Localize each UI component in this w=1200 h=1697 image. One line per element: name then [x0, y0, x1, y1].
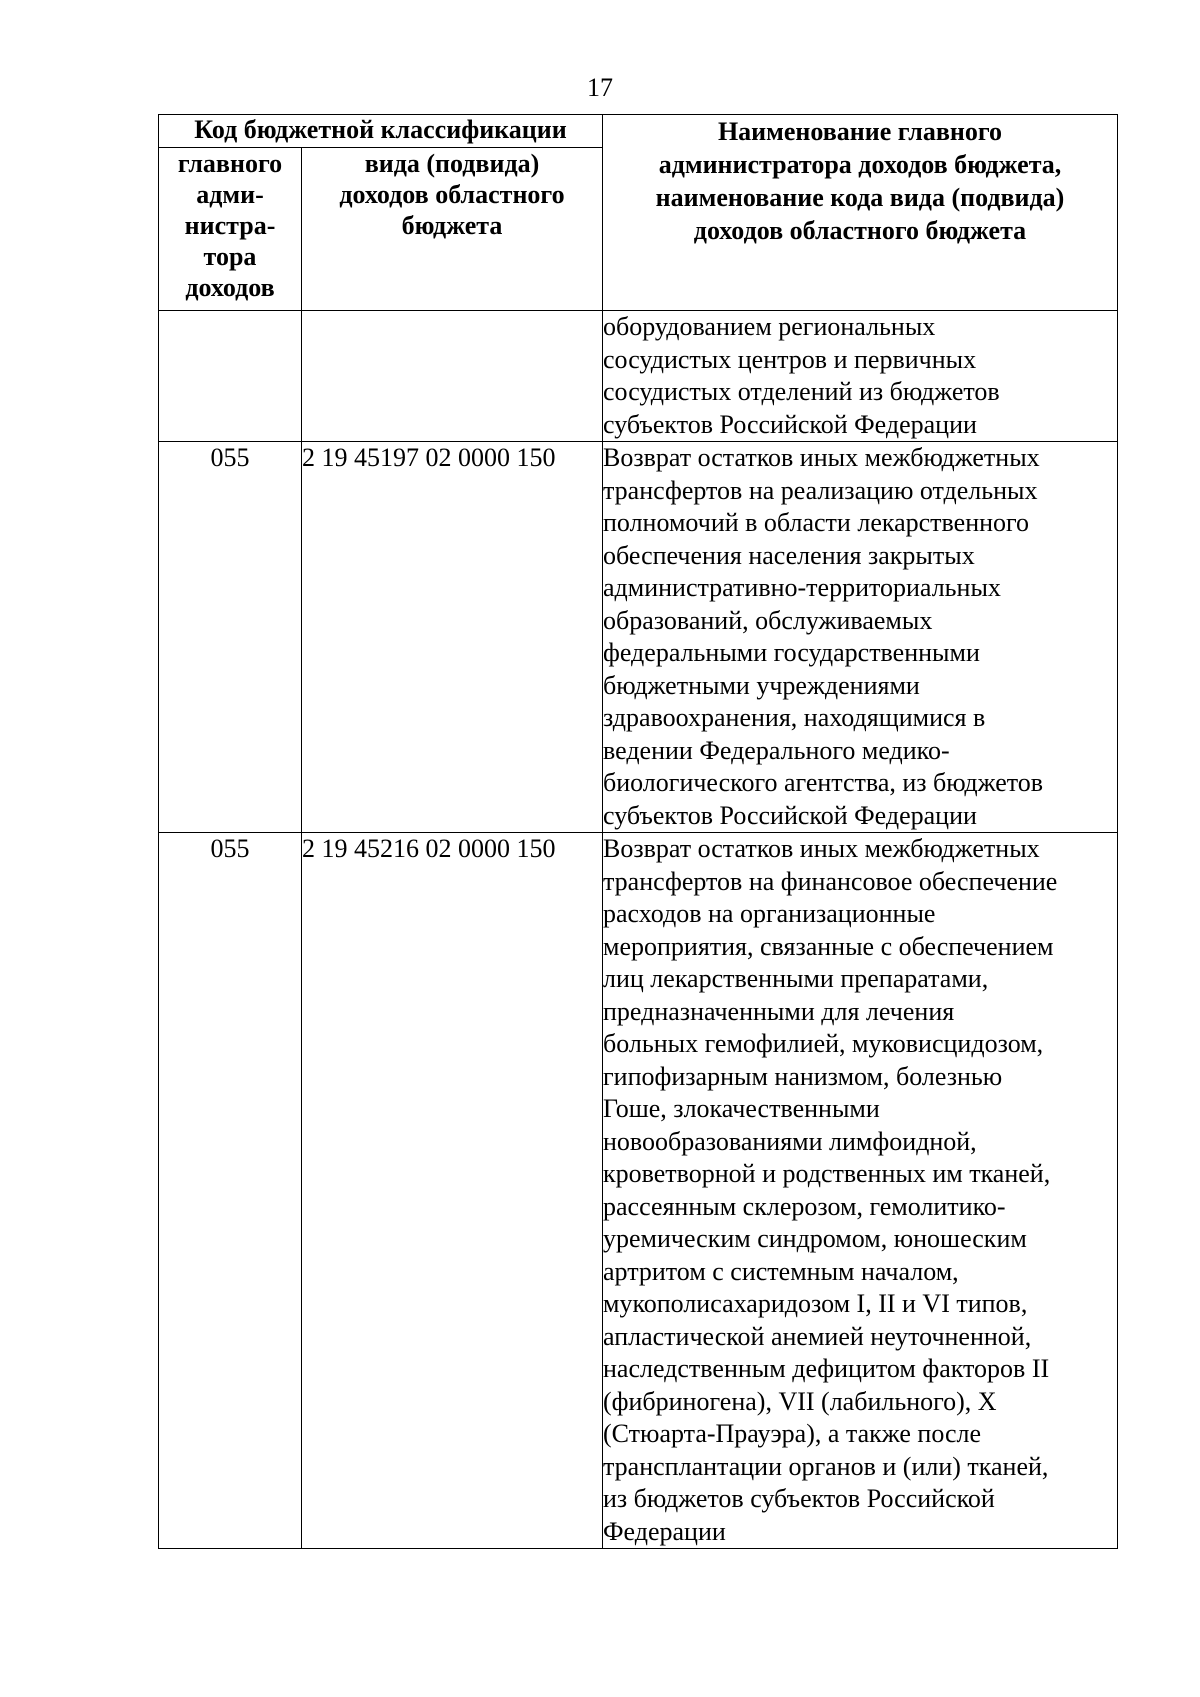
admin-code-cell: 055	[159, 833, 302, 1549]
header-type-line: вида (подвида)	[364, 149, 540, 178]
income-name-line: (Стюарта-Прауэра), а также после	[603, 1419, 982, 1448]
table-row	[159, 833, 1118, 1549]
table-body	[159, 311, 1118, 1549]
admin-code-cell: 055	[159, 442, 302, 833]
header-type-line: доходов областного	[339, 180, 565, 209]
income-name-line: административно-территориальных	[603, 573, 1001, 602]
income-name-line: субъектов Российской Федерации	[603, 409, 977, 439]
income-name-line: сосудистых центров и первичных	[603, 344, 977, 374]
income-name-line: Гоше, злокачественными	[603, 1094, 880, 1123]
header-admin-line: тора	[203, 242, 257, 271]
income-name-line: Возврат остатков иных межбюджетных	[603, 443, 1040, 472]
income-name-line: апластической анемией неуточненной,	[603, 1321, 1032, 1351]
income-name-line: гипофизарным нанизмом, болезнью	[603, 1061, 1003, 1091]
income-name-cell	[603, 311, 1118, 442]
income-name-line: артритом с системным началом,	[603, 1256, 959, 1286]
income-type-code-cell	[302, 311, 603, 442]
income-type-code-cell: 2 19 45216 02 0000 150	[302, 833, 603, 1549]
income-name-line: бюджетными учреждениями	[603, 670, 920, 700]
income-name-line: больных гемофилией, муковисцидозом,	[603, 1029, 1044, 1058]
income-name-line: ведении Федерального медико-	[603, 735, 950, 765]
income-name-line: образований, обслуживаемых	[603, 605, 933, 635]
header-name-line: доходов областного бюджета	[693, 216, 1027, 245]
header-type-column	[302, 148, 603, 311]
income-name-line: субъектов Российской Федерации	[603, 800, 977, 830]
income-name-line: наследственным дефицитом факторов II	[603, 1354, 1050, 1383]
income-name-line: из бюджетов субъектов Российской	[603, 1484, 995, 1513]
header-code-group: Код бюджетной классификации	[159, 115, 603, 148]
budget-classification-table	[158, 114, 1118, 1549]
income-name-line: уремическим синдромом, юношеским	[603, 1224, 1027, 1253]
header-admin-line: доходов	[185, 273, 275, 302]
income-name-line: мероприятия, связанные с обеспечением	[603, 931, 1054, 961]
income-name-line: оборудованием региональных	[603, 312, 936, 341]
income-name-line: предназначенными для лечения	[603, 996, 955, 1026]
income-name-line: новообразованиями лимфоидной,	[603, 1126, 977, 1156]
income-name-line: трансплантации органов и (или) тканей,	[603, 1451, 1049, 1481]
table-row	[159, 442, 1118, 833]
header-name-column	[603, 115, 1118, 311]
income-name-line: трансфертов на реализацию отдельных	[603, 475, 1038, 505]
table-row	[159, 311, 1118, 442]
income-name-line: федеральными государственными	[603, 638, 980, 667]
income-name-line: обеспечения населения закрытых	[603, 540, 975, 570]
income-name-line: Возврат остатков иных межбюджетных	[603, 834, 1040, 863]
income-name-line: мукополисахаридозом I, II и VI типов,	[603, 1289, 1028, 1318]
income-type-code-cell: 2 19 45197 02 0000 150	[302, 442, 603, 833]
header-type-line: бюджета	[401, 211, 503, 240]
header-admin-column	[159, 148, 302, 311]
income-name-line: полномочий в области лекарственного	[603, 508, 1030, 537]
header-admin-line: адми-	[196, 180, 264, 209]
income-name-line: расходов на организационные	[603, 899, 936, 928]
income-name-cell	[603, 442, 1118, 833]
income-name-line: биологического агентства, из бюджетов	[603, 768, 1044, 797]
header-name-line: Наименование главного	[717, 117, 1003, 146]
income-name-line: трансфертов на финансовое обеспечение	[603, 866, 1058, 896]
income-name-line: сосудистых отделений из бюджетов	[603, 377, 1000, 406]
income-name-line: здравоохранения, находящимися в	[603, 703, 986, 732]
header-admin-line: главного	[177, 149, 283, 178]
income-name-line: рассеянным склерозом, гемолитико-	[603, 1191, 1006, 1221]
header-name-line: наименование кода вида (подвида)	[655, 183, 1065, 212]
income-name-line: лиц лекарственными препаратами,	[603, 964, 989, 993]
income-name-line: кроветворной и родственных им тканей,	[603, 1159, 1051, 1188]
income-name-line: (фибриногена), VII (лабильного), X	[603, 1386, 997, 1416]
income-name-cell	[603, 833, 1118, 1549]
header-admin-line: нистра-	[184, 211, 276, 240]
table-header	[159, 115, 1118, 311]
page-number: 17	[587, 73, 613, 102]
income-name-line: Федерации	[603, 1516, 726, 1546]
admin-code-cell	[159, 311, 302, 442]
header-name-line: администратора доходов бюджета,	[658, 150, 1062, 179]
